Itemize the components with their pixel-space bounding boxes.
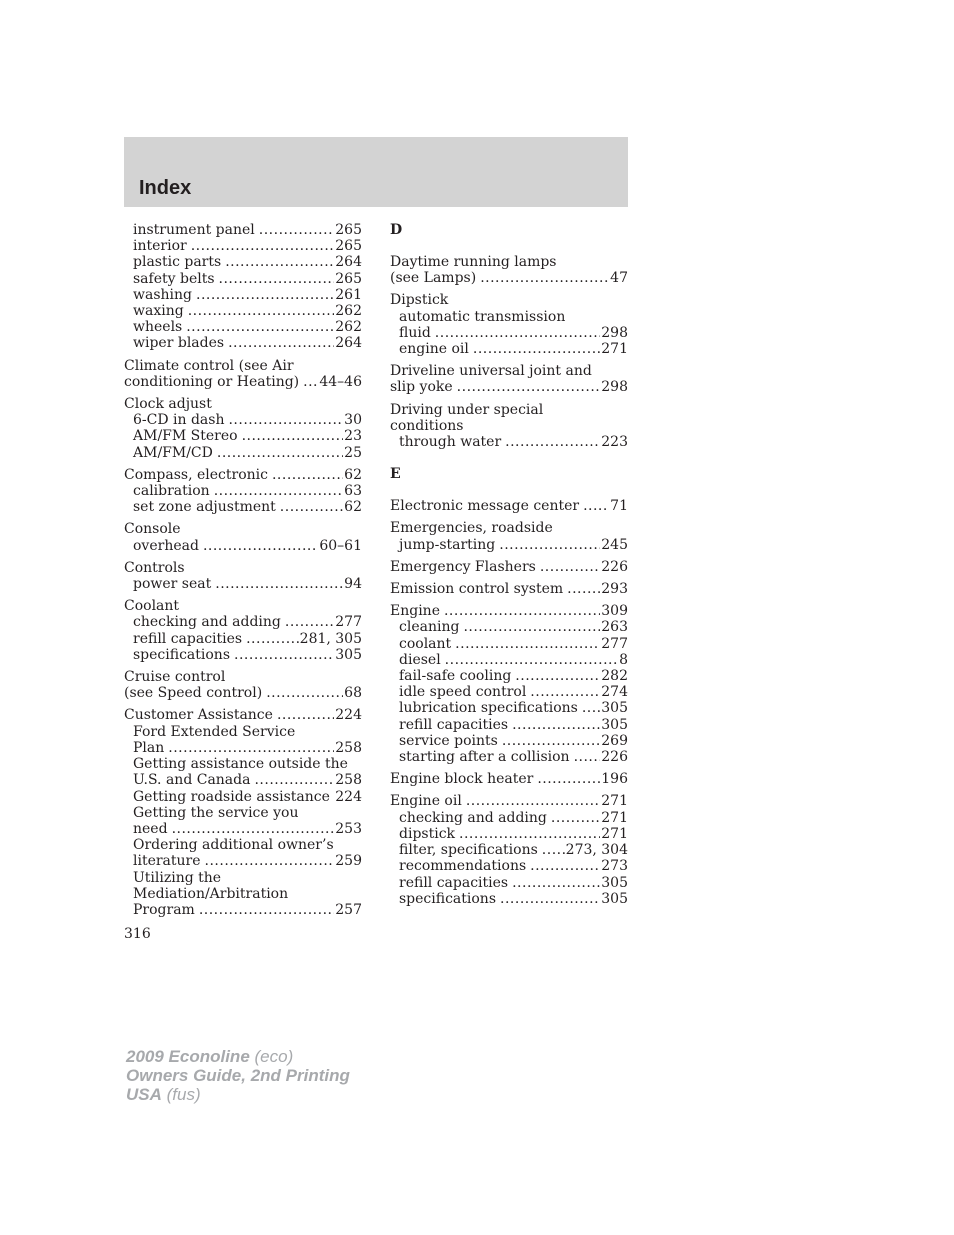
index-subentry-line bbox=[390, 684, 628, 700]
footer-printing: Owners Guide, 2nd Printing bbox=[126, 1066, 350, 1085]
index-subentry-line bbox=[390, 826, 628, 842]
dot-leader bbox=[542, 842, 565, 858]
index-subentry-line bbox=[124, 238, 362, 254]
entry-page-ref: 264 bbox=[335, 335, 362, 352]
entry-term: refill capacities bbox=[133, 630, 243, 647]
index-subentry-line bbox=[124, 724, 362, 740]
entry-page-ref: 293 bbox=[601, 581, 628, 598]
entry-term: wiper blades bbox=[133, 335, 225, 352]
entry-term: literature bbox=[133, 853, 201, 870]
index-subentry-line bbox=[124, 631, 362, 647]
index-entry-line bbox=[390, 379, 628, 395]
dot-leader bbox=[540, 559, 600, 575]
index-entry-line bbox=[124, 560, 362, 576]
entry-page-ref: 262 bbox=[335, 319, 362, 336]
entry-term: AM/FM/CD bbox=[133, 444, 213, 461]
index-subentry-line bbox=[390, 309, 628, 325]
entry-page-ref: 262 bbox=[335, 303, 362, 320]
entry-term: overhead bbox=[133, 537, 199, 554]
index-entry-line bbox=[390, 363, 628, 379]
index-subentry-line bbox=[124, 412, 362, 428]
dot-leader bbox=[203, 538, 318, 554]
index-subentry-line bbox=[390, 434, 628, 450]
dot-leader bbox=[515, 668, 600, 684]
index-entry bbox=[390, 254, 628, 286]
entry-term: Climate control (see Air bbox=[124, 357, 294, 374]
index-entry-line bbox=[390, 793, 628, 809]
index-subentry-line bbox=[124, 499, 362, 515]
index-entry-line bbox=[390, 603, 628, 619]
footer-model: 2009 Econoline bbox=[126, 1047, 250, 1066]
entry-page-ref: 263 bbox=[601, 619, 628, 636]
footer-market-code: (fus) bbox=[166, 1085, 201, 1104]
entry-page-ref: 245 bbox=[601, 536, 628, 553]
footer-line-1 bbox=[126, 1047, 350, 1066]
index-entry bbox=[124, 467, 362, 516]
entry-term: Getting the service you bbox=[133, 804, 299, 821]
entry-term: Utilizing the bbox=[133, 869, 222, 886]
dot-leader bbox=[551, 810, 600, 826]
document-footer bbox=[126, 1047, 350, 1104]
entry-term: refill capacities bbox=[399, 874, 509, 891]
entry-page-ref: 94 bbox=[344, 576, 362, 593]
entry-page-ref: 305 bbox=[601, 890, 628, 907]
entry-term: Ordering additional owner’s bbox=[133, 837, 334, 854]
index-entry-line bbox=[390, 559, 628, 575]
entry-page-ref: 23 bbox=[344, 428, 362, 445]
index-entry bbox=[390, 793, 628, 906]
dot-leader bbox=[259, 222, 335, 238]
entry-page-ref: 305 bbox=[601, 716, 628, 733]
index-entry-line bbox=[390, 292, 628, 308]
dot-leader bbox=[285, 614, 334, 630]
entry-page-ref: 269 bbox=[601, 732, 628, 749]
footer-line-3 bbox=[126, 1085, 350, 1104]
entry-term: lubrication specifications bbox=[399, 700, 578, 717]
dot-leader bbox=[186, 319, 334, 335]
entry-term: washing bbox=[133, 286, 192, 303]
entry-page-ref: 223 bbox=[601, 434, 628, 451]
entry-term: Getting assistance outside the bbox=[133, 756, 348, 773]
index-subentry-line bbox=[390, 842, 628, 858]
index-subentry-line bbox=[390, 891, 628, 907]
index-subentry-line bbox=[390, 668, 628, 684]
entry-term: jump-starting bbox=[399, 536, 496, 553]
index-subentry-line bbox=[124, 576, 362, 592]
entry-term: Driving under special bbox=[390, 401, 544, 418]
index-entry bbox=[390, 520, 628, 552]
entry-page-ref: 261 bbox=[335, 286, 362, 303]
entry-term: fail-safe cooling bbox=[399, 668, 512, 685]
dot-leader bbox=[228, 335, 334, 351]
entry-term: Customer Assistance bbox=[124, 707, 273, 724]
entry-page-ref: 305 bbox=[601, 874, 628, 891]
entry-page-ref: 274 bbox=[601, 684, 628, 701]
dot-leader bbox=[574, 749, 601, 765]
dot-leader bbox=[530, 858, 600, 874]
index-subentry-line bbox=[124, 445, 362, 461]
dot-leader bbox=[466, 793, 600, 809]
dot-leader bbox=[480, 270, 609, 286]
index-subentry-line bbox=[124, 538, 362, 554]
entry-term: interior bbox=[133, 238, 187, 255]
entry-term: Driveline universal joint and bbox=[390, 363, 592, 380]
dot-leader bbox=[445, 652, 618, 668]
index-subentry-line bbox=[390, 875, 628, 891]
dot-leader bbox=[583, 498, 609, 514]
entry-page-ref: 282 bbox=[601, 668, 628, 685]
entry-page-ref: 264 bbox=[335, 254, 362, 271]
entry-page-ref: 298 bbox=[601, 379, 628, 396]
index-entry bbox=[124, 598, 362, 663]
entry-term: conditioning or Heating) bbox=[124, 373, 300, 390]
entry-term: Cruise control bbox=[124, 669, 226, 686]
entry-term: through water bbox=[399, 434, 502, 451]
entry-term: (see Speed control) bbox=[124, 685, 263, 702]
index-subentry-line bbox=[124, 647, 362, 663]
index-header-band bbox=[124, 137, 628, 207]
index-subentry-line bbox=[124, 772, 362, 788]
dot-leader bbox=[254, 772, 334, 788]
index-subentry-line bbox=[124, 756, 362, 772]
entry-term: specifications bbox=[399, 890, 497, 907]
entry-term: Plan bbox=[133, 739, 165, 756]
index-entry-line bbox=[390, 270, 628, 286]
entry-term: checking and adding bbox=[399, 809, 547, 826]
entry-page-ref: 277 bbox=[601, 635, 628, 652]
index-entry bbox=[390, 559, 628, 575]
dot-leader bbox=[188, 303, 335, 319]
index-entry bbox=[124, 560, 362, 592]
entry-page-ref: 265 bbox=[335, 238, 362, 255]
index-subentry-line bbox=[124, 853, 362, 869]
entry-page-ref: 271 bbox=[601, 793, 628, 810]
index-subentry-line bbox=[124, 821, 362, 837]
dot-leader bbox=[512, 717, 600, 733]
dot-leader bbox=[512, 875, 600, 891]
dot-leader bbox=[582, 700, 600, 716]
entry-term: need bbox=[133, 820, 168, 837]
index-entry-line bbox=[124, 374, 362, 390]
entry-term: fluid bbox=[399, 324, 431, 341]
entry-term: Console bbox=[124, 521, 181, 538]
index-subentry-line bbox=[390, 717, 628, 733]
entry-page-ref: 259 bbox=[335, 853, 362, 870]
dot-leader bbox=[172, 821, 335, 837]
entry-term: recommendations bbox=[399, 858, 527, 875]
section-letter-heading: D bbox=[390, 222, 403, 238]
entry-term: idle speed control bbox=[399, 684, 527, 701]
entry-term: starting after a collision bbox=[399, 749, 570, 766]
dot-leader bbox=[473, 341, 600, 357]
dot-leader bbox=[225, 254, 334, 270]
index-subentry-line bbox=[124, 483, 362, 499]
dot-leader bbox=[457, 379, 601, 395]
entry-term: Emergencies, roadside bbox=[390, 520, 553, 537]
entry-term: set zone adjustment bbox=[133, 499, 276, 516]
entry-page-ref: 305 bbox=[335, 646, 362, 663]
entry-term: coolant bbox=[399, 635, 452, 652]
index-subentry-line bbox=[124, 287, 362, 303]
entry-term: filter, specifications bbox=[399, 842, 538, 859]
index-subentry-line bbox=[124, 789, 362, 805]
index-entry bbox=[390, 581, 628, 597]
index-subentry-line bbox=[124, 886, 362, 902]
index-entry-line bbox=[390, 771, 628, 787]
section-letter-heading: E bbox=[390, 466, 401, 483]
entry-page-ref: 8 bbox=[619, 651, 628, 668]
dot-leader bbox=[199, 902, 334, 918]
index-entry-line bbox=[124, 396, 362, 412]
dot-leader bbox=[219, 271, 335, 287]
entry-page-ref: 271 bbox=[601, 809, 628, 826]
entry-page-ref: 62 bbox=[344, 499, 362, 516]
dot-leader bbox=[500, 891, 600, 907]
index-entry bbox=[124, 396, 362, 461]
entry-term: slip yoke bbox=[390, 379, 453, 396]
entry-term: Compass, electronic bbox=[124, 466, 268, 483]
index-subentry-line bbox=[124, 902, 362, 918]
index-subentry-line bbox=[390, 537, 628, 553]
entry-page-ref: 277 bbox=[335, 614, 362, 631]
entry-term: Ford Extended Service bbox=[133, 723, 296, 740]
dot-leader bbox=[444, 603, 600, 619]
entry-page-ref: 265 bbox=[335, 270, 362, 287]
index-entry-line bbox=[390, 581, 628, 597]
dot-leader bbox=[266, 685, 343, 701]
dot-leader bbox=[246, 631, 299, 647]
entry-page-ref: 265 bbox=[335, 222, 362, 238]
entry-term: Engine block heater bbox=[390, 771, 534, 788]
index-entry-line bbox=[124, 521, 362, 537]
index-subentry-line bbox=[390, 636, 628, 652]
index-entry-line bbox=[390, 520, 628, 536]
index-subentry-line bbox=[390, 325, 628, 341]
index-subentry-line bbox=[124, 740, 362, 756]
index-subentry-line bbox=[390, 341, 628, 357]
dot-leader bbox=[435, 325, 600, 341]
dot-leader bbox=[499, 537, 600, 553]
page-title: Index bbox=[139, 177, 192, 199]
index-subentry-line bbox=[124, 428, 362, 444]
index-entry bbox=[390, 498, 628, 514]
index-entry-line bbox=[390, 418, 628, 434]
entry-page-ref: 253 bbox=[335, 820, 362, 837]
index-subentry-line bbox=[124, 805, 362, 821]
entry-page-ref: 44–46 bbox=[319, 373, 362, 390]
entry-page-ref: 25 bbox=[344, 444, 362, 461]
dot-leader bbox=[228, 412, 343, 428]
entry-page-ref: 281, 305 bbox=[299, 630, 362, 647]
index-entry-line bbox=[390, 498, 628, 514]
entry-term: AM/FM Stereo bbox=[133, 428, 238, 445]
footer-model-code: (eco) bbox=[254, 1047, 294, 1066]
entry-term: Emission control system bbox=[390, 581, 564, 598]
entry-term: automatic transmission bbox=[399, 308, 566, 325]
index-subentry-line bbox=[124, 837, 362, 853]
footer-line-2 bbox=[126, 1066, 350, 1085]
dot-leader bbox=[217, 445, 343, 461]
entry-term: dipstick bbox=[399, 825, 456, 842]
index-entry-line bbox=[124, 598, 362, 614]
dot-leader bbox=[567, 581, 600, 597]
entry-term: Coolant bbox=[124, 598, 180, 615]
dot-leader bbox=[502, 733, 600, 749]
index-entry bbox=[390, 363, 628, 395]
index-subentry-line bbox=[390, 749, 628, 765]
entry-term: checking and adding bbox=[133, 614, 281, 631]
dot-leader bbox=[196, 287, 334, 303]
dot-leader bbox=[191, 238, 335, 254]
entry-page-ref: 224 bbox=[335, 788, 362, 805]
entry-page-ref: 71 bbox=[610, 498, 628, 515]
dot-leader bbox=[215, 576, 343, 592]
index-subentry-line bbox=[390, 810, 628, 826]
entry-page-ref: 273, 304 bbox=[565, 842, 628, 859]
entry-term: diesel bbox=[399, 651, 441, 668]
dot-leader bbox=[537, 771, 600, 787]
entry-term: instrument panel bbox=[133, 222, 255, 238]
index-entry bbox=[390, 603, 628, 765]
index-subentry-line bbox=[124, 254, 362, 270]
index-subentry-line bbox=[124, 614, 362, 630]
entry-page-ref: 257 bbox=[335, 901, 362, 918]
entry-page-ref: 258 bbox=[335, 739, 362, 756]
dot-leader bbox=[280, 499, 343, 515]
dot-leader bbox=[205, 853, 335, 869]
index-subentry-line bbox=[124, 222, 362, 238]
dot-leader bbox=[505, 434, 600, 450]
dot-leader bbox=[242, 428, 344, 444]
entry-page-ref: 62 bbox=[344, 466, 362, 483]
index-entry-line bbox=[390, 402, 628, 418]
dot-leader bbox=[277, 707, 334, 723]
index-entry bbox=[390, 402, 628, 451]
dot-leader bbox=[459, 826, 600, 842]
entry-term: Mediation/Arbitration bbox=[133, 885, 289, 902]
index-subentry-line bbox=[124, 303, 362, 319]
index-entry bbox=[124, 521, 362, 553]
entry-term: Dipstick bbox=[390, 292, 449, 309]
entry-term: Engine oil bbox=[390, 793, 462, 810]
dot-leader bbox=[455, 636, 600, 652]
entry-term: wheels bbox=[133, 319, 183, 336]
entry-page-ref: 309 bbox=[601, 603, 628, 620]
entry-term: 6-CD in dash bbox=[133, 412, 225, 429]
entry-term: U.S. and Canada bbox=[133, 772, 251, 789]
entry-page-ref: 30 bbox=[344, 412, 362, 429]
index-entry-line bbox=[390, 254, 628, 270]
entry-page-ref: 226 bbox=[601, 749, 628, 766]
index-entry-line bbox=[124, 358, 362, 374]
index-entry bbox=[390, 292, 628, 357]
index-column-left bbox=[124, 222, 362, 924]
entry-term: conditions bbox=[390, 417, 464, 434]
index-entry bbox=[124, 707, 362, 918]
index-entry-line bbox=[124, 685, 362, 701]
entry-page-ref: 224 bbox=[335, 707, 362, 724]
entry-term: Electronic message center bbox=[390, 498, 580, 515]
dot-leader bbox=[234, 647, 334, 663]
index-subentry-line bbox=[390, 733, 628, 749]
entry-page-ref: 196 bbox=[601, 771, 628, 788]
index-subentry-line bbox=[390, 700, 628, 716]
entry-term: Clock adjust bbox=[124, 396, 212, 413]
entry-page-ref: 271 bbox=[601, 341, 628, 358]
index-entry bbox=[390, 771, 628, 787]
entry-page-ref: 226 bbox=[601, 558, 628, 575]
entry-term: Controls bbox=[124, 559, 185, 576]
entry-page-ref: 298 bbox=[601, 324, 628, 341]
entry-term: Getting roadside assistance bbox=[133, 788, 330, 805]
entry-term: power seat bbox=[133, 576, 212, 593]
entry-term: specifications bbox=[133, 646, 231, 663]
index-subentry-line bbox=[390, 652, 628, 668]
index-entry bbox=[124, 222, 362, 352]
entry-page-ref: 60–61 bbox=[319, 537, 362, 554]
entry-term: cleaning bbox=[399, 619, 460, 636]
dot-leader bbox=[214, 483, 343, 499]
dot-leader bbox=[463, 619, 600, 635]
entry-page-ref: 63 bbox=[344, 483, 362, 500]
entry-page-ref: 68 bbox=[344, 685, 362, 702]
entry-page-ref: 47 bbox=[610, 270, 628, 287]
index-entry-line bbox=[124, 467, 362, 483]
entry-term: engine oil bbox=[399, 341, 469, 358]
index-entry bbox=[124, 358, 362, 390]
entry-term: service points bbox=[399, 732, 498, 749]
dot-leader bbox=[530, 684, 600, 700]
entry-term: Program bbox=[133, 901, 195, 918]
index-entry-line bbox=[124, 707, 362, 723]
dot-leader bbox=[168, 740, 334, 756]
page-number: 316 bbox=[124, 926, 151, 942]
index-subentry-line bbox=[124, 319, 362, 335]
footer-market: USA bbox=[126, 1085, 162, 1104]
entry-term: refill capacities bbox=[399, 716, 509, 733]
entry-page-ref: 305 bbox=[601, 700, 628, 717]
index-subentry-line bbox=[124, 271, 362, 287]
index-entry-line bbox=[124, 669, 362, 685]
index-subentry-line bbox=[124, 335, 362, 351]
index-subentry-line bbox=[124, 870, 362, 886]
entry-term: safety belts bbox=[133, 270, 215, 287]
entry-page-ref: 271 bbox=[601, 825, 628, 842]
entry-term: Engine bbox=[390, 603, 440, 620]
entry-term: calibration bbox=[133, 483, 210, 500]
entry-term: waxing bbox=[133, 303, 184, 320]
entry-term: Emergency Flashers bbox=[390, 558, 536, 575]
index-subentry-line bbox=[390, 619, 628, 635]
index-subentry-line bbox=[390, 858, 628, 874]
entry-term: Daytime running lamps bbox=[390, 254, 557, 270]
entry-term: (see Lamps) bbox=[390, 270, 477, 287]
entry-term: plastic parts bbox=[133, 254, 222, 271]
index-entry bbox=[124, 669, 362, 701]
entry-page-ref: 273 bbox=[601, 858, 628, 875]
entry-page-ref: 258 bbox=[335, 772, 362, 789]
dot-leader bbox=[272, 467, 343, 483]
dot-leader bbox=[303, 374, 318, 390]
index-column-right bbox=[390, 222, 628, 913]
